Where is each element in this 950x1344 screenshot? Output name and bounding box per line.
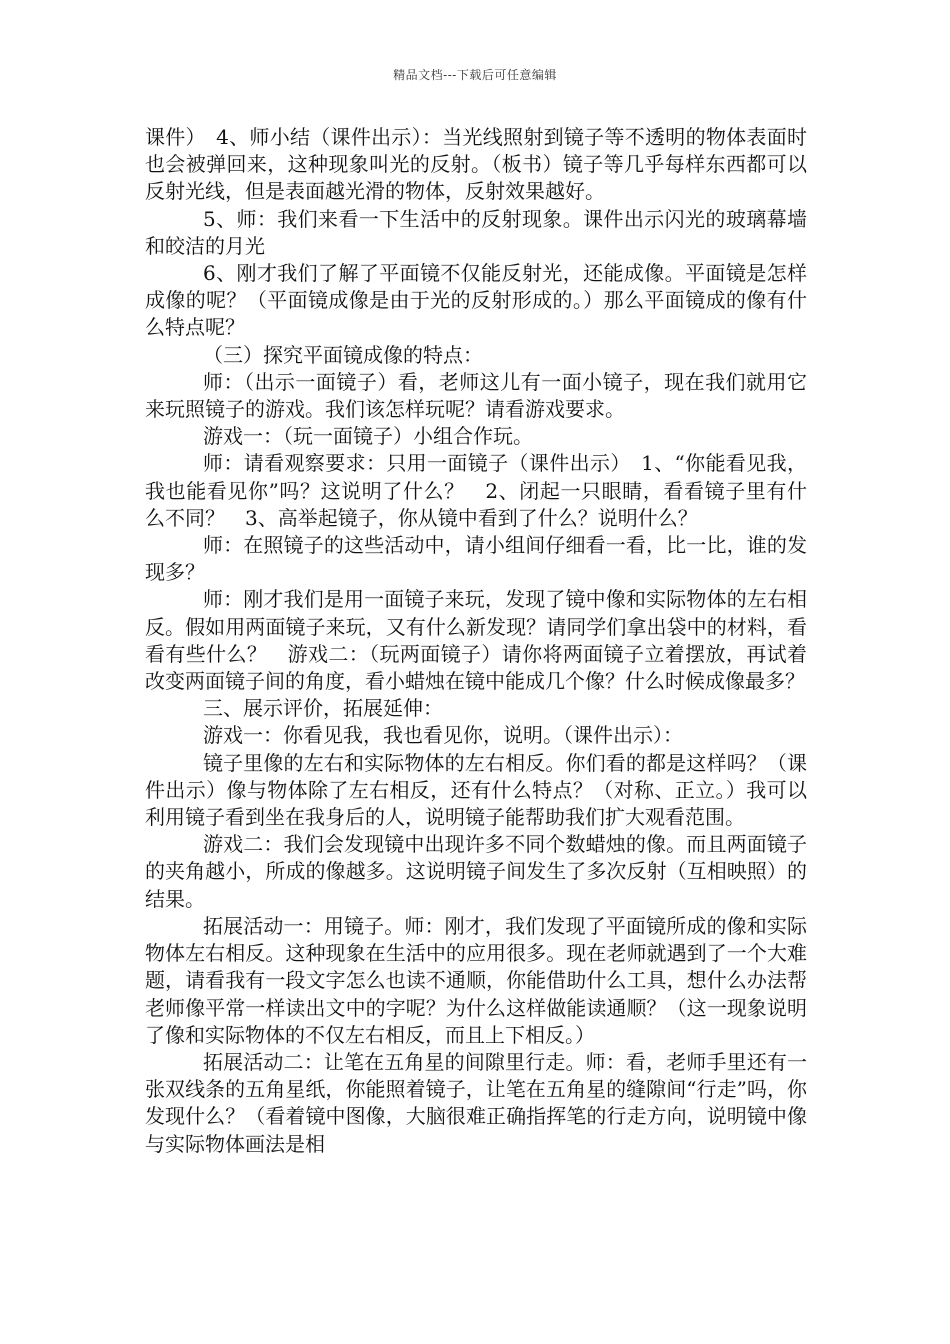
paragraph: 师：请看观察要求：只用一面镜子（课件出示） 1、“你能看见我，我也能看见你”吗？这说明了什么？ 2、闭起一只眼睛，看看镜子里有什么不同？ 3、高举起镜子，你从镜中看到了什么？说明什么？ [145, 451, 807, 530]
paragraph: 师：（出示一面镜子）看，老师这儿有一面小镜子，现在我们就用它来玩照镜子的游戏。我们该怎样玩呢？请看游戏要求。 [145, 369, 807, 422]
document-body [145, 124, 807, 1158]
paragraph: 游戏一：你看见我，我也看见你，说明。（课件出示）： [203, 723, 683, 748]
paragraph: 师：在照镜子的这些活动中，请小组间仔细看一看，比一比，谁的发现多？ [145, 533, 807, 585]
paragraph: 5、师：我们来看一下生活中的反射现象。课件出示闪光的玻璃幕墙和皎洁的月光 [145, 206, 807, 258]
paragraph: 师：刚才我们是用一面镜子来玩，发现了镜中像和实际物体的左右相反。假如用两面镜子来玩，又有什么新发现？请同学们拿出袋中的材料，看看有些什么？ 游戏二：（玩两面镜子）请你将两面镜子立着摆放，再试着改变两面镜子间的角度，看小蜡烛在镜中能成几个像？什么时候成像最多？ [145, 587, 807, 694]
paragraph: 课件） 4、师小结（课件出示）：当光线照射到镜子等不透明的物体表面时也会被弹回来，这种现象叫光的反射。（板书）镜子等几乎每样东西都可以反射光线，但是表面越光滑的物体，反射效果越好。 [145, 125, 807, 204]
paragraph: 游戏二：我们会发现镜中出现许多不同个数蜡烛的像。而且两面镜子的夹角越小，所成的像越多。这说明镜子间发生了多次反射（互相映照）的结果。 [145, 832, 807, 911]
section-heading: 三、展示评价，拓展延伸： [203, 696, 443, 721]
paragraph: 游戏一：（玩一面镜子）小组合作玩。 [203, 424, 533, 449]
paragraph: 拓展活动二：让笔在五角星的间隙里行走。师：看，老师手里还有一张双线条的五角星纸，你能照着镜子，让笔在五角星的缝隙间“行走”吗，你发现什么？（看着镜中图像，大脑很难正确指挥笔的行走方向，说明镜中像与实际物体画法是相 [145, 1049, 807, 1156]
paragraph: 镜子里像的左右和实际物体的左右相反。你们看的都是这样吗？（课件出示）像与物体除了左右相反，还有什么特点？（对称、正立。）我可以利用镜子看到坐在我身后的人，说明镜子能帮助我们扩大观看范围。 [145, 750, 807, 830]
paragraph: 6、刚才我们了解了平面镜不仅能反射光，还能成像。平面镜是怎样成像的呢？（平面镜成像是由于光的反射形成的。）那么平面镜成的像有什么特点呢？ [145, 261, 807, 340]
paragraph: 拓展活动一：用镜子。师：刚才，我们发现了平面镜所成的像和实际物体左右相反。这种现象在生活中的应用很多。现在老师就遇到了一个大难题，请看我有一段文字怎么也读不通顺，你能借助什么工具，想什么办法帮老师像平常一样读出文中的字呢？为什么这样做能读通顺？（这一现象说明了像和实际物体的不仅左右相反，而且上下相反。） [145, 913, 807, 1047]
section-heading: （三）探究平面镜成像的特点： [203, 342, 483, 367]
page-header: 精品文档---下载后可任意编辑 [393, 68, 557, 82]
